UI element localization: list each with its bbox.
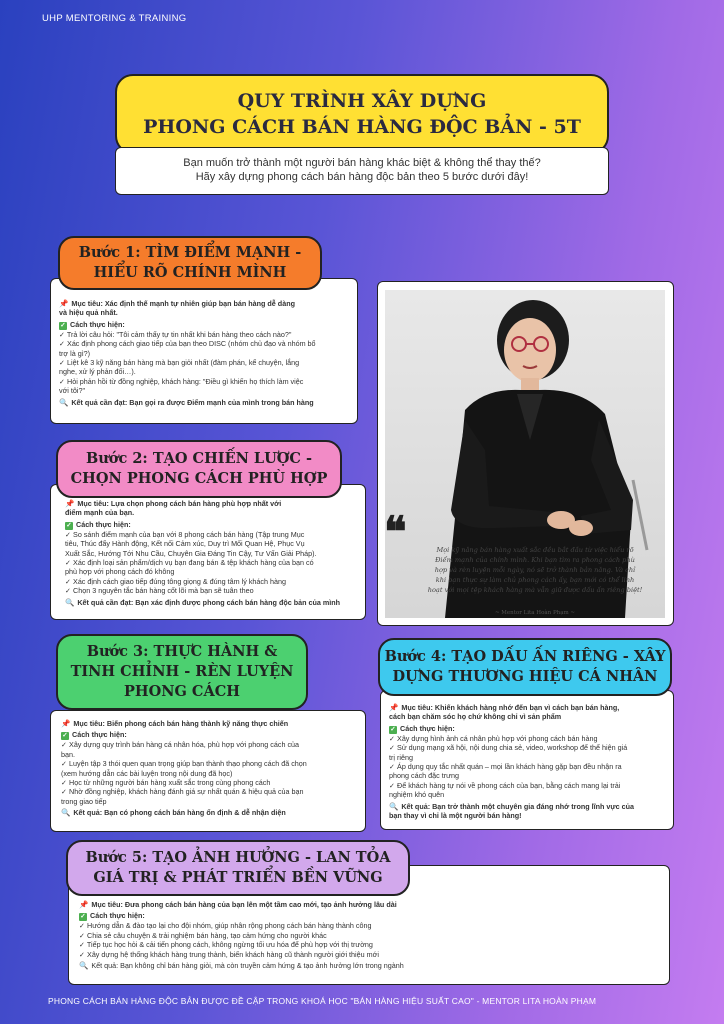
list-item: nghe, xử lý phản đối…). — [59, 367, 136, 377]
list-item: ✓ Xác định phong cách giao tiếp của bạn theo DISC (nhóm chủ đạo và nhóm bổ — [59, 339, 316, 349]
list-item: nghiệm khó quên — [389, 790, 445, 800]
step-5-method: Cách thực hiện: — [90, 911, 145, 921]
step-3-result: Kết quả: Bạn có phong cách bán hàng ổn định & dễ nhận diện — [73, 808, 286, 818]
title-line-2: PHONG CÁCH BÁN HÀNG ĐỘC BẢN - 5T — [143, 116, 581, 138]
step-1-result: Kết quả cần đạt: Bạn gọi ra được Điểm mạnh của mình trong bán hàng — [71, 397, 314, 407]
list-item: ✓ Nhờ đồng nghiệp, khách hàng đánh giá sự nhất quán & hiệu quả của bạn — [61, 787, 304, 797]
list-item: ✓ Luyện tập 3 thói quen quan trọng giúp bạn thành thạo phong cách đã chọn — [61, 759, 307, 769]
list-item: ✓ Xác định loại sản phẩm/dịch vụ bạn đang bán & tệp khách hàng của bạn có — [65, 558, 314, 568]
list-item: trong giao tiếp — [61, 796, 107, 806]
step-4-title: Bước 4: TẠO DẤU ẤN RIÊNG - XÂY DỰNG THƯƠNG HIỆU CÁ NHÂN — [378, 638, 672, 696]
step-1-title: Bước 1: TÌM ĐIỂM MẠNH - HIỂU RÕ CHÍNH MÌNH — [58, 236, 322, 290]
intro-box — [115, 147, 609, 195]
step-4-goal-cont: cách bạn chăm sóc họ chứ không chỉ vì sản phẩm — [389, 712, 562, 722]
quote-mark-icon: ❝ — [384, 507, 407, 556]
magnifier-icon: 🔍 — [389, 801, 399, 811]
list-item: ✓ Sử dụng mạng xã hội, nội dung chia sẻ, video, workshop để thể hiện giá — [389, 743, 628, 753]
step-1-method: Cách thực hiện: — [70, 319, 125, 329]
list-item: ✓ Xây dựng hình ảnh cá nhân phù hợp với phong cách bán hàng — [389, 733, 598, 743]
list-item: ✓ Để khách hàng tự nói về phong cách của bạn, bằng cách mang lại trải — [389, 780, 621, 790]
step-2-result: Kết quả cần đạt: Bạn xác định được phong cách bán hàng độc bản của mình — [77, 597, 341, 607]
list-item: ✓ So sánh điểm mạnh của bạn với 8 phong cách bán hàng (Tập trung Mục — [65, 529, 305, 539]
list-item: phù hợp với phong cách đó không — [65, 567, 175, 577]
intro-line-2: Hãy xây dựng phong cách bán hàng độc bản theo 5 bước dưới đây! — [195, 171, 529, 183]
step-4-method: Cách thực hiện: — [400, 723, 455, 733]
step-1-goal-cont: và hiệu quả nhất. — [59, 308, 118, 318]
intro-line-1: Bạn muốn trở thành một người bán hàng khác biệt & không thể thay thế? — [183, 157, 541, 169]
list-item: với tôi?" — [59, 386, 86, 396]
step-4-result-cont: bạn thay vì chỉ là một người bán hàng! — [389, 811, 522, 821]
list-item: ✓ Xây dựng quy trình bán hàng cá nhân hóa, phù hợp với phong cách của — [61, 740, 300, 750]
footer-note: PHONG CÁCH BÁN HÀNG ĐỘC BẢN ĐƯỢC ĐỀ CẬP TRONG KHOÁ HỌC "BÁN HÀNG HIỆU SUẤT CAO" - MENTOR LITA HOÀN PHẠM — [48, 996, 597, 1006]
brand-label: UHP MENTORING & TRAINING — [42, 13, 187, 24]
list-item: Xuất Sắc, Hướng Tới Nhu Cầu, Chuyên Gia Đáng Tin Cậy, Tư Vấn Giải Pháp). — [65, 548, 317, 558]
step-3-method: Cách thực hiện: — [72, 730, 127, 740]
step-5-title: Bước 5: TẠO ẢNH HƯỞNG - LAN TỎA GIÁ TRỊ & PHÁT TRIỂN BỀN VỮNG — [66, 840, 410, 896]
list-item: bạn. — [61, 749, 75, 759]
step-2-method: Cách thực hiện: — [76, 519, 131, 529]
list-item: ✓ Chọn 3 nguyên tắc bán hàng cốt lõi mà bạn sẽ tuân theo — [65, 586, 254, 596]
magnifier-icon: 🔍 — [61, 808, 71, 818]
pin-icon: 📌 — [389, 703, 399, 712]
list-item: ✓ Hướng dẫn & đào tạo lại cho đội nhóm, giúp nhân rộng phong cách bán hàng thành công — [79, 921, 372, 931]
step-4-result: Kết quả: Bạn trở thành một chuyên gia đáng nhớ trong lĩnh vực của — [401, 801, 635, 811]
pin-icon: 📌 — [79, 900, 89, 909]
list-item: ✓ Xác định cách giao tiếp đúng tông giọng & đúng tâm lý khách hàng — [65, 576, 287, 586]
list-item: ✓ Học từ những người bán hàng xuất sắc trong cùng phong cách — [61, 778, 271, 788]
step-4-goal: Mục tiêu: Khiến khách hàng nhớ đến bạn vì cách bạn bán hàng, — [401, 703, 620, 712]
list-item: ✓ Hỏi phản hồi từ đồng nghiệp, khách hàng: "Điều gì khiến họ thích làm việc — [59, 376, 304, 386]
list-item: tiêu, Thúc đẩy Hành động, Kết nối Cảm xúc, Duy trì Mối Quan Hệ, Phục Vụ — [65, 539, 305, 549]
magnifier-icon: 🔍 — [65, 597, 75, 607]
step-5-goal: Mục tiêu: Đưa phong cách bán hàng của bạn lên một tầm cao mới, tạo ảnh hưởng lâu dài — [91, 900, 397, 909]
list-item: ✓ Trả lời câu hỏi: "Tôi cảm thấy tự tin nhất khi bán hàng theo cách nào?" — [59, 329, 292, 339]
check-icon: ✓ — [80, 913, 86, 921]
check-icon: ✓ — [62, 732, 68, 740]
list-item: ✓ Tiếp tục học hỏi & cải tiến phong cách, không ngừng tối ưu hóa để phù hợp với thị trường — [79, 940, 373, 950]
step-3-card — [50, 710, 366, 832]
mentor-quote: Mọi kỹ năng bán hàng xuất sắc đều bắt đầu từ việc hiểu rõ Điểm mạnh của chính mình. Khi bạn tìm ra phong cách phù hợp và rèn luyện mỗi ngày, nó sẽ trở thành bản năng. Và chỉ khi bạn thực sự làm chủ phong cách ấy, bạn mới có thể linh hoạt với mọi tệp khách hàng mà vẫn giữ được dấu ấn riêng biệt! — [427, 546, 643, 594]
pin-icon: 📌 — [59, 299, 69, 308]
step-2-goal: Mục tiêu: Lựa chọn phong cách bán hàng phù hợp nhất với — [77, 499, 282, 508]
check-icon: ✓ — [390, 725, 396, 733]
check-icon: ✓ — [60, 321, 66, 329]
list-item: ✓ Liệt kê 3 kỹ năng bán hàng mà bạn giỏi nhất (đàm phán, kể chuyện, lắng — [59, 358, 300, 368]
title-banner — [115, 74, 609, 154]
step-2-title: Bước 2: TẠO CHIẾN LƯỢC - CHỌN PHONG CÁCH PHÙ HỢP — [56, 440, 342, 498]
step-4-card — [380, 690, 674, 830]
step-3-goal: Mục tiêu: Biến phong cách bán hàng thành kỹ năng thực chiến — [73, 719, 289, 728]
step-3-title: Bước 3: THỰC HÀNH & TINH CHỈNH - RÈN LUYỆN PHONG CÁCH — [56, 634, 308, 710]
step-2-goal-cont: điểm mạnh của bạn. — [65, 508, 135, 518]
list-item: phong cách đặc trưng — [389, 771, 459, 781]
list-item: ✓ Chia sẻ câu chuyện & trải nghiệm bán hàng, tạo cảm hứng cho người khác — [79, 930, 327, 940]
step-5-result: Kết quả: Bạn không chỉ bán hàng giỏi, mà còn truyền cảm hứng & tạo ảnh hưởng lớn trong ngành — [91, 961, 404, 971]
list-item: ✓ Xây dựng hệ thống khách hàng trung thành, biến khách hàng cũ thành người giới thiệu mới — [79, 949, 379, 959]
mentor-signature: ~ Mentor Lita Hoàn Phạm ~ — [494, 610, 576, 616]
list-item: (xem hướng dẫn các bài luyện trong nội dung đã học) — [61, 768, 233, 778]
magnifier-icon: 🔍 — [79, 961, 89, 971]
pin-icon: 📌 — [61, 719, 71, 728]
step-2-card — [50, 484, 366, 620]
list-item: trợ là gì?) — [59, 348, 91, 358]
title-line-1: QUY TRÌNH XÂY DỰNG — [237, 90, 487, 112]
list-item: ✓ Áp dụng quy tắc nhất quán – mọi lần khách hàng gặp bạn đều nhận ra — [389, 762, 622, 772]
list-item: trị riêng — [389, 752, 413, 762]
magnifier-icon: 🔍 — [59, 397, 69, 407]
check-icon: ✓ — [66, 521, 72, 529]
step-1-card — [50, 278, 358, 424]
step-1-goal: Mục tiêu: Xác định thế mạnh tự nhiên giúp bạn bán hàng dễ dàng — [71, 299, 295, 308]
pin-icon: 📌 — [65, 499, 75, 508]
